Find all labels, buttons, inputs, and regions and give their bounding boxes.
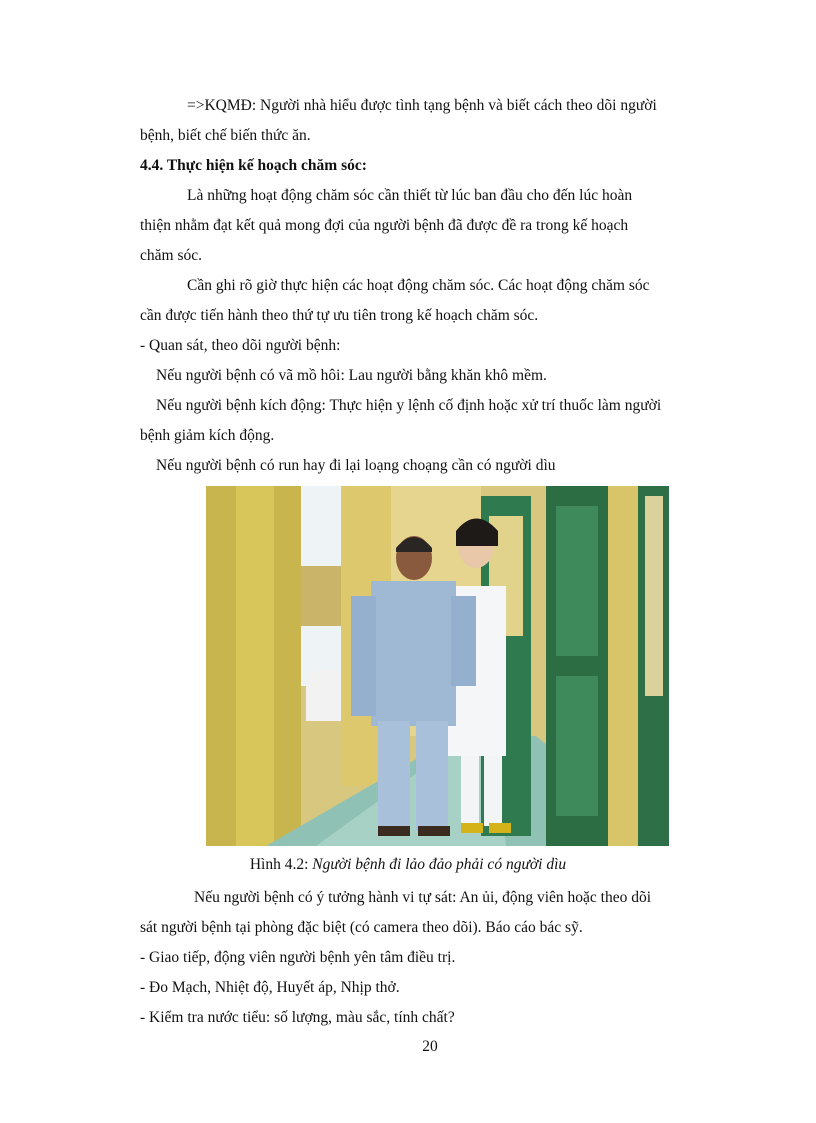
hallway-photo-illustration <box>206 486 669 846</box>
paragraph-line: Nếu người bệnh có ý tưởng hành vi tự sát: An ủi, động viên hoặc theo dõi <box>194 889 652 906</box>
paragraph-line: sát người bệnh tại phòng đặc biệt (có camera theo dõi). Báo cáo bác sỹ. <box>140 919 583 936</box>
paragraph-line: bệnh, biết chế biến thức ăn. <box>140 127 311 144</box>
paragraph-line: bệnh giảm kích động. <box>140 427 275 444</box>
paragraph-line: thiện nhằm đạt kết quả mong đợi của người bệnh đã được đề ra trong kế hoạch <box>140 217 629 234</box>
figure-caption-text: Người bệnh đi lảo đảo phải có người dìu <box>312 856 567 873</box>
paragraph-line: Là những hoạt động chăm sóc cần thiết từ lúc ban đầu cho đến lúc hoàn <box>187 187 633 204</box>
bullet-item: - Giao tiếp, động viên người bệnh yên tâm điều trị. <box>140 949 456 966</box>
section-heading: 4.4. Thực hiện kế hoạch chăm sóc: <box>140 157 367 174</box>
figure-photo <box>206 486 669 846</box>
figure-label: Hình 4.2: <box>249 856 313 873</box>
paragraph-line: Nếu người bệnh có vã mồ hôi: Lau người bằng khăn khô mềm. <box>156 367 547 384</box>
paragraph-line: =>KQMĐ: Người nhà hiểu được tình tạng bệnh và biết cách theo dõi người <box>187 97 657 114</box>
page-number: 20 <box>422 1038 438 1055</box>
bullet-item: - Quan sát, theo dõi người bệnh: <box>140 337 341 354</box>
figure-caption <box>0 856 816 874</box>
paragraph-line: cần được tiến hành theo thứ tự ưu tiên trong kế hoạch chăm sóc. <box>140 307 539 324</box>
bullet-item: - Kiểm tra nước tiểu: số lượng, màu sắc, tính chất? <box>140 1009 455 1026</box>
paragraph-line: Nếu người bệnh kích động: Thực hiện y lệnh cố định hoặc xử trí thuốc làm người <box>156 397 662 414</box>
bullet-item: - Đo Mạch, Nhiệt độ, Huyết áp, Nhịp thở. <box>140 979 400 996</box>
paragraph-line: Nếu người bệnh có run hay đi lại loạng choạng cần có người dìu <box>156 457 556 474</box>
paragraph-line: Cần ghi rõ giờ thực hiện các hoạt động chăm sóc. Các hoạt động chăm sóc <box>187 277 650 294</box>
paragraph-line: chăm sóc. <box>140 247 202 264</box>
